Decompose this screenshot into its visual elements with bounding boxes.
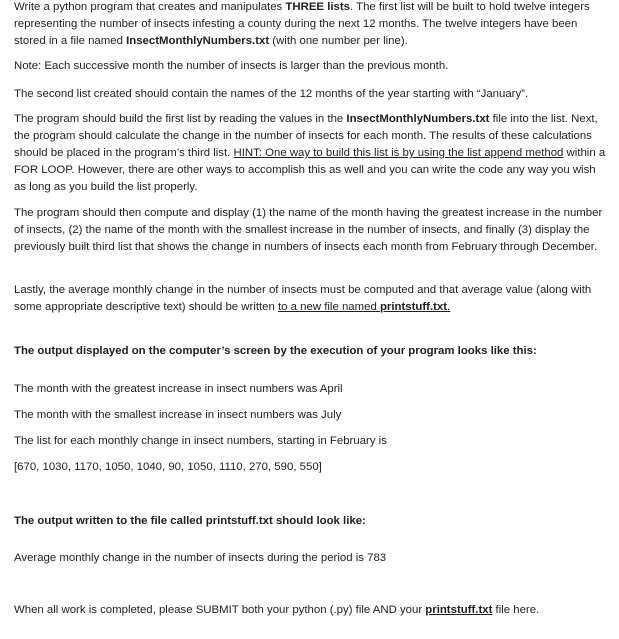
compute-paragraph: The program should then compute and display (1) the name of the month having the greatest increase in the number of insects, (2) the name of the month with the smallest increase in the number of insects, and finally (3) display the previously built third list that shows the change in numbers of insects each month from February through December. [14, 207, 603, 253]
note-paragraph: Note: Each successive month the number of insects is larger than the previous month. [14, 60, 449, 72]
build-paragraph [14, 111, 609, 196]
build-hint: HINT: One way to build this list is by using the list append method [233, 147, 564, 159]
intro-bold-filename: InsectMonthlyNumbers.txt [126, 35, 270, 47]
lastly-paragraph [14, 282, 609, 316]
intro-bold-three-lists: THREE lists [285, 1, 350, 13]
submit-bold-filename: printstuff.txt [425, 604, 493, 616]
intro-text-2: . The first list will be built to hold twelve integers representing the number of insects infesting a county during the next 12 months. The twelve integers have been stored in a file named [14, 1, 590, 47]
lastly-text-1: Lastly, the average monthly change in the number of insects must be computed and that average value (along with some appropriate descriptive text) should be written [14, 284, 592, 313]
submit-paragraph [14, 602, 609, 619]
build-text-1: The program should build the first list by reading the values in the [14, 113, 347, 125]
build-text-3: within a FOR LOOP. However, there are other ways to accomplish this as well and you can write the code any way you wish as long as you build the list properly. [14, 147, 606, 193]
output-line-2: The month with the smallest increase in insect numbers was July [14, 409, 342, 421]
lastly-text-2: . [447, 301, 451, 313]
output-file-heading [14, 513, 609, 530]
output-screen-heading [14, 343, 609, 360]
intro-text-1: Write a python program that creates and manipulates [14, 1, 286, 13]
build-text-2: file into the list. Next, the program should calculate the change in the number of insects for each month. The results of these calculations should be placed in the program’s third list. [14, 113, 598, 159]
output-line-3: The list for each monthly change in insect numbers, starting in February is [14, 435, 387, 447]
file-output-line: Average monthly change in the number of insects during the period is 783 [14, 552, 387, 564]
second-list-paragraph: The second list created should contain the names of the 12 months of the year starting with “January”. [14, 88, 529, 100]
build-bold-filename: InsectMonthlyNumbers.txt [346, 113, 490, 125]
output-line-4: [670, 1030, 1170, 1050, 1040, 90, 1050, 1110, 270, 590, 550] [14, 461, 322, 473]
output-screen-heading-text: The output displayed on the computer’s screen by the execution of your program looks like this: [14, 345, 537, 357]
lastly-underlined: to a new file named [278, 301, 380, 313]
lastly-bold-filename: printstuff.txt [379, 301, 448, 313]
output-file-heading-text: The output written to the file called printstuff.txt should look like: [14, 515, 366, 527]
submit-text-1: When all work is completed, please SUBMIT both your python (.py) file AND your [14, 604, 426, 616]
intro-paragraph [14, 0, 609, 50]
output-line-1: The month with the greatest increase in insect numbers was April [14, 383, 343, 395]
submit-text-2: file here. [492, 604, 540, 616]
intro-text-3: (with one number per line). [269, 35, 408, 47]
